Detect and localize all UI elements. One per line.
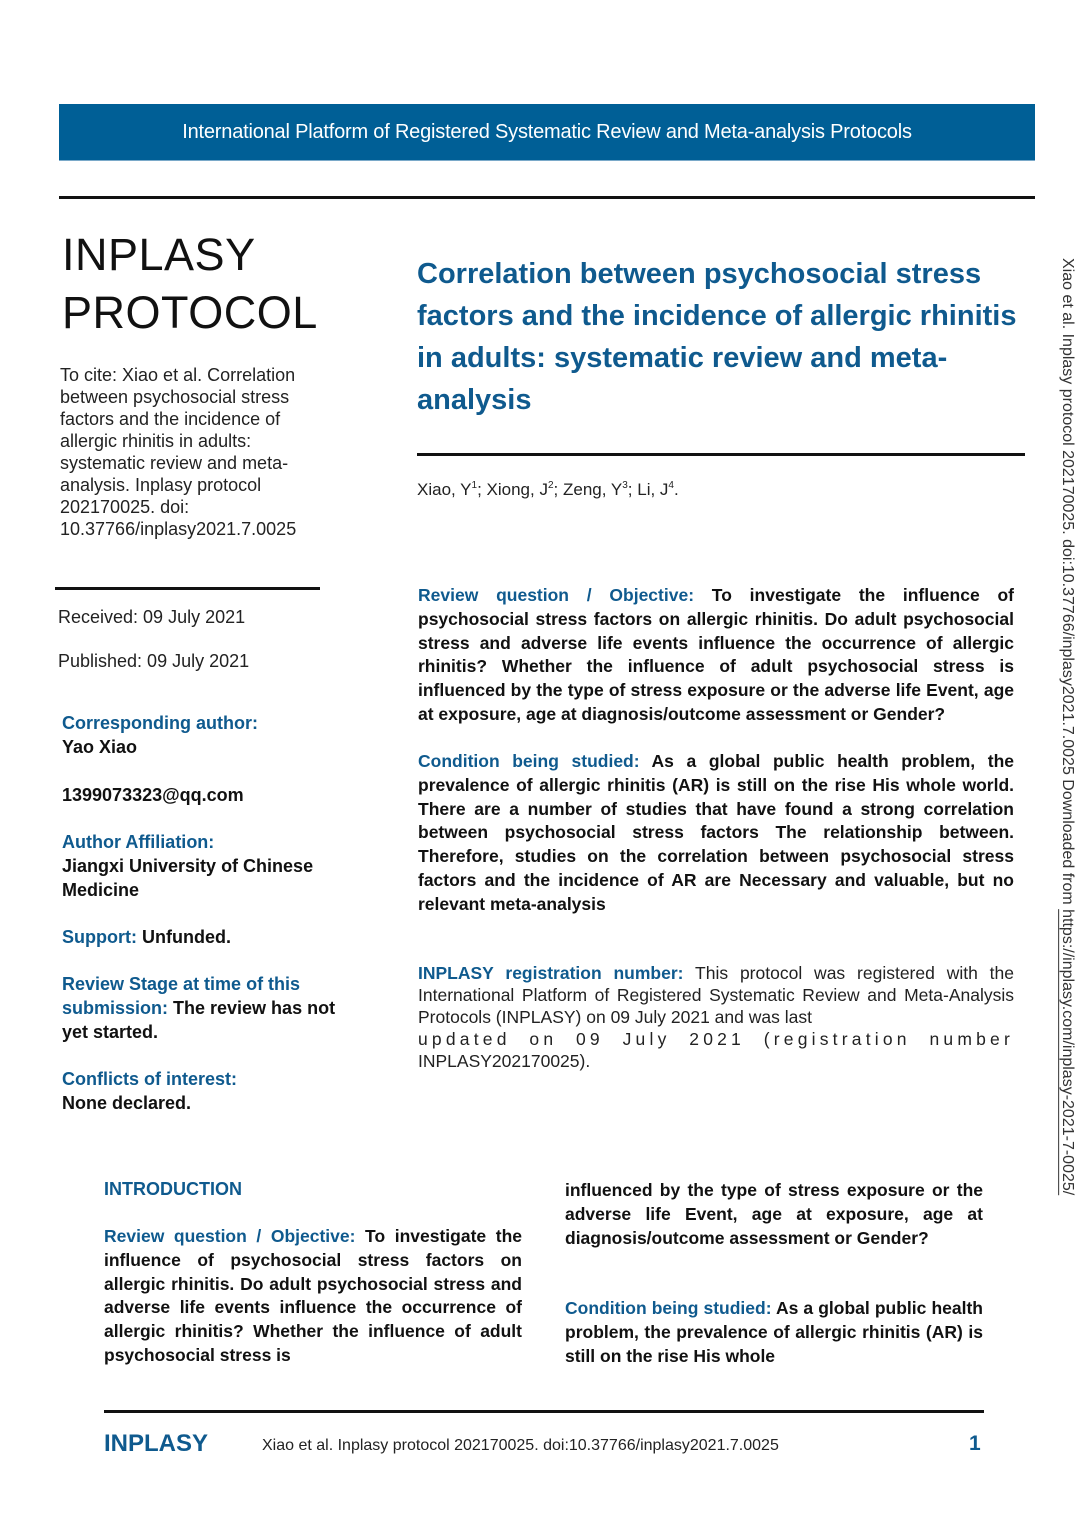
footer-citation: Xiao et al. Inplasy protocol 202170025. doi:10.37766/inplasy2021.7.0025 xyxy=(262,1437,779,1454)
citation-text: To cite: Xiao et al. Correlation between psychosocial stress factors and the incidence of allergic rhinitis in adults: systematic review and meta-analysis. Inplasy protocol 202170025. doi: 10.37766/inplasy2021.7.0025 xyxy=(60,365,297,539)
header-divider xyxy=(59,196,1035,199)
review-stage-label: Review Stage at time of this submission: xyxy=(62,974,301,1018)
affiliation-label: Author Affiliation: xyxy=(62,832,215,852)
published-date: Published: 09 July 2021 xyxy=(58,651,250,671)
side-note-text: Xiao et al. Inplasy protocol 202170025. doi:10.37766/inplasy2021.7.0025 Downloaded from xyxy=(1059,258,1076,910)
protocol-heading-line1: INPLASY xyxy=(62,229,256,280)
paper-title: Correlation between psychosocial stress factors and the incidence of allergic rhinitis in adults: systematic review and meta-analysis xyxy=(417,258,1017,416)
introduction-condition xyxy=(565,1297,983,1368)
author-email: 1399073323@qq.com xyxy=(62,785,244,805)
support-label: Support: xyxy=(62,927,137,947)
author: Li, $J^4$. xyxy=(637,480,679,499)
download-side-note xyxy=(1058,258,1076,1195)
received-date: Received: 09 July 2021 xyxy=(58,607,246,627)
author-list xyxy=(417,480,679,500)
abstract-objective xyxy=(418,584,1014,727)
review-stage xyxy=(62,972,352,1044)
footer-brand: INPLASY xyxy=(104,1430,209,1457)
intro-objective-text: To investigate the influence of psychosocial stress factors on allergic rhinitis. Do adult psychosocial stress and adverse life events influence the occurrence of allergic rhinitis? Whether the influence of adult psychosocial stress is xyxy=(104,1226,522,1365)
objective-label: Review question / Objective: xyxy=(418,585,695,605)
corresponding-author xyxy=(62,711,352,759)
support-info xyxy=(62,925,352,949)
introduction-objective xyxy=(104,1225,522,1368)
registration-number: INPLASY202170025). xyxy=(418,1051,591,1071)
author-affiliation xyxy=(62,830,352,902)
introduction-heading: INTRODUCTION xyxy=(104,1179,242,1199)
author: Xiong, $J^2$; xyxy=(486,480,563,499)
conflicts-value: None declared. xyxy=(62,1093,192,1113)
intro-objective-label: Review question / Objective: xyxy=(104,1226,356,1246)
title-divider xyxy=(417,453,1025,456)
registration-text: This protocol was registered with the International Platform of Registered Systematic Review and Meta-Analysis Protocols (INPLASY) on 09 July 2021 and was last xyxy=(418,963,1014,1027)
support-value: Unfunded. xyxy=(136,927,231,947)
abstract-condition xyxy=(418,750,1014,917)
registration-text-line: updated on 09 July 2021 (registration number xyxy=(418,1029,1014,1049)
registration-label: INPLASY registration number: xyxy=(418,963,684,983)
footer-divider xyxy=(104,1410,984,1413)
objective-text: To investigate the influence of psychosocial stress factors on allergic rhinitis. Do adult psychosocial stress and adverse life events influence the occurrence of allergic rhinitis? Whether the influence of adult psychosocial stress is influenced by the type of stress exposure or the adverse life Event, age at exposure, age at diagnosis/outcome assessment or Gender? xyxy=(418,585,1014,724)
intro-condition-text: As a global public health problem, the prevalence of allergic rhinitis (AR) is still on the rise His whole xyxy=(565,1298,983,1366)
author: Xiao, $Y^1$; xyxy=(417,480,487,499)
registration-info xyxy=(418,962,1014,1072)
affiliation-value: Jiangxi University of Chinese Medicine xyxy=(62,856,314,900)
download-link[interactable]: https://inplasy.com/inplasy-2021-7-0025/ xyxy=(1059,909,1076,1196)
condition-label: Condition being studied: xyxy=(418,751,640,771)
conflicts-label: Conflicts of interest: xyxy=(62,1069,238,1089)
introduction-objective-continued: influenced by the type of stress exposure or the adverse life Event, age at exposure, age at diagnosis/outcome assessment or Gender? xyxy=(565,1180,983,1248)
sidebar-divider xyxy=(55,587,320,590)
conflicts-of-interest xyxy=(62,1067,352,1115)
page-number: 1 xyxy=(969,1432,981,1455)
banner-text: International Platform of Registered Systematic Review and Meta-analysis Protocols xyxy=(182,120,912,143)
condition-text: As a global public health problem, the prevalence of allergic rhinitis (AR) is still on the rise His whole world. There are a number of studies that have found a strong correlation between psychosocial stress factors The relationship between. Therefore, studies on the correlation between psychosocial stress factors and the incidence of AR are Necessary and valuable, but no relevant meta-analysis xyxy=(418,751,1015,914)
platform-banner xyxy=(59,104,1035,160)
corresponding-author-name: Yao Xiao xyxy=(62,737,138,757)
protocol-heading-line2: PROTOCOL xyxy=(62,287,318,338)
review-stage-value: The review has not yet started. xyxy=(62,998,336,1042)
intro-condition-label: Condition being studied: xyxy=(565,1298,772,1318)
corresponding-author-label: Corresponding author: xyxy=(62,713,258,733)
protocol-heading xyxy=(62,226,318,342)
author: Zeng, $Y^3$; xyxy=(562,480,638,499)
